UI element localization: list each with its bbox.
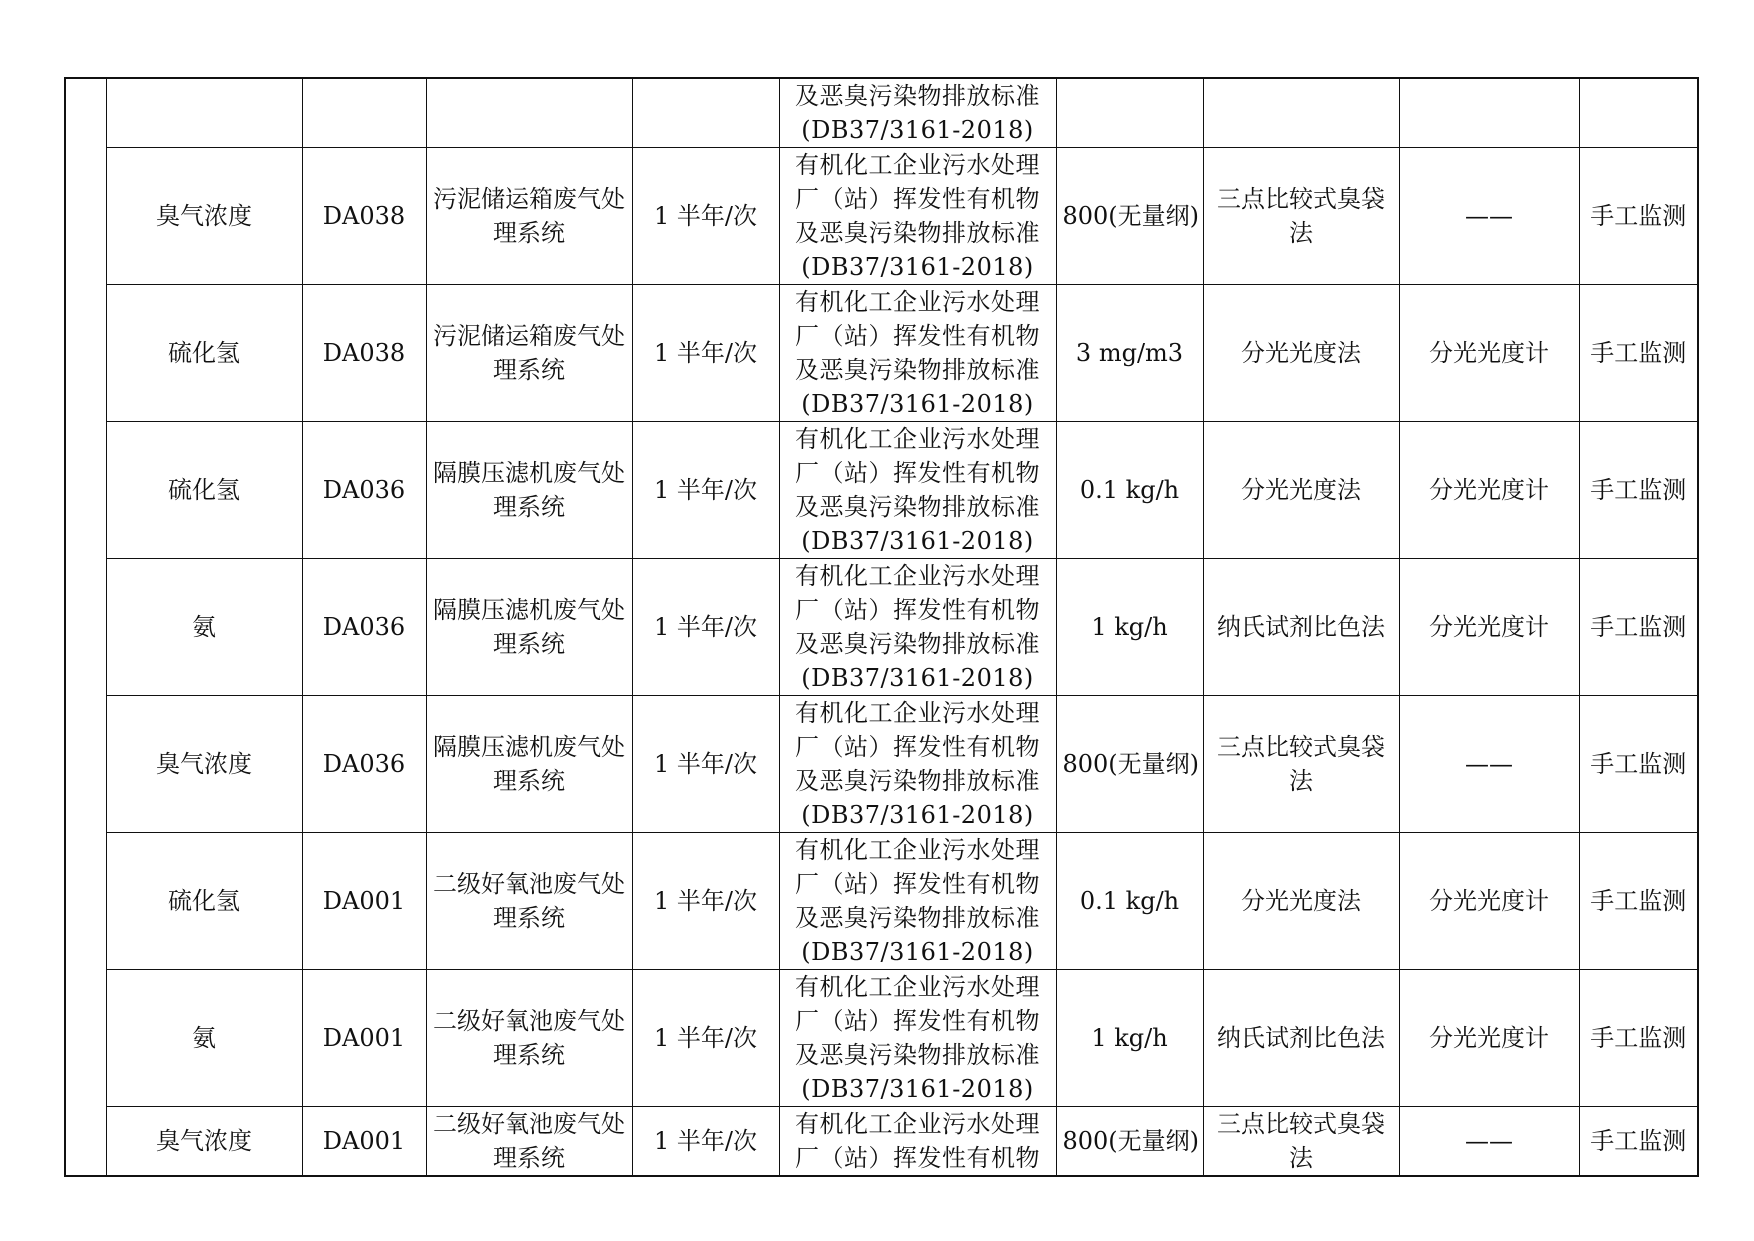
cell-outlet-code: DA038	[302, 285, 426, 422]
standard-line: 有机化工企业污水处理	[795, 425, 1040, 453]
standard-line: 及恶臭污染物排放标准	[795, 356, 1040, 384]
cell-monitoring-frequency: 1 半年/次	[632, 696, 779, 833]
cell-treatment-facility: 隔膜压滤机废气处理系统	[426, 422, 632, 559]
table-row	[65, 970, 1698, 1107]
standard-line: 及恶臭污染物排放标准	[795, 904, 1040, 932]
cell-treatment-facility: 二级好氧池废气处理系统	[426, 833, 632, 970]
cell-monitoring-mode: 手工监测	[1579, 559, 1698, 696]
cell-outlet-code: DA036	[302, 696, 426, 833]
cell-emission-limit: 800(无量纲)	[1056, 696, 1203, 833]
cell-monitoring-frequency: 1 半年/次	[632, 1107, 779, 1177]
table-row	[65, 1107, 1698, 1177]
standard-line: 厂（站）挥发性有机物	[795, 870, 1040, 898]
cell-analysis-method: 三点比较式臭袋法	[1203, 148, 1399, 285]
standard-line: 有机化工企业污水处理	[795, 1110, 1040, 1138]
cell-monitoring-item: 氨	[106, 970, 302, 1107]
standard-line: (DB37/3161-2018)	[801, 253, 1034, 281]
standard-line: (DB37/3161-2018)	[801, 527, 1034, 555]
cell-outlet-code: DA036	[302, 422, 426, 559]
table-row	[65, 422, 1698, 559]
standard-line: 及恶臭污染物排放标准	[795, 1041, 1040, 1069]
cell-analysis-method: 三点比较式臭袋法	[1203, 1107, 1399, 1177]
cell-outlet-code	[302, 78, 426, 148]
cell-treatment-facility: 污泥储运箱废气处理系统	[426, 285, 632, 422]
cell-emission-limit: 1 kg/h	[1056, 970, 1203, 1107]
cell-emission-standard	[779, 559, 1056, 696]
standard-line: 有机化工企业污水处理	[795, 151, 1040, 179]
table-row	[65, 285, 1698, 422]
cell-monitoring-item: 氨	[106, 559, 302, 696]
cell-emission-limit: 800(无量纲)	[1056, 1107, 1203, 1177]
cell-monitoring-mode: 手工监测	[1579, 696, 1698, 833]
standard-line: 及恶臭污染物排放标准	[795, 219, 1040, 247]
cell-monitoring-mode: 手工监测	[1579, 1107, 1698, 1177]
cell-treatment-facility: 隔膜压滤机废气处理系统	[426, 696, 632, 833]
cell-monitoring-item: 硫化氢	[106, 833, 302, 970]
cell-treatment-facility: 隔膜压滤机废气处理系统	[426, 559, 632, 696]
cell-emission-standard	[779, 696, 1056, 833]
standard-line: (DB37/3161-2018)	[801, 938, 1034, 966]
cell-outlet-code: DA001	[302, 833, 426, 970]
standard-line: 及恶臭污染物排放标准	[795, 82, 1040, 110]
cell-emission-standard	[779, 78, 1056, 148]
cell-outlet-code: DA036	[302, 559, 426, 696]
cell-treatment-facility: 污泥储运箱废气处理系统	[426, 148, 632, 285]
cell-analysis-method: 分光光度法	[1203, 833, 1399, 970]
cell-analysis-method: 分光光度法	[1203, 422, 1399, 559]
table-row	[65, 78, 1698, 148]
monitoring-table	[64, 77, 1699, 1177]
cell-monitoring-item	[106, 78, 302, 148]
standard-line: 厂（站）挥发性有机物	[795, 1144, 1040, 1172]
standard-line: 有机化工企业污水处理	[795, 562, 1040, 590]
cell-monitoring-mode: 手工监测	[1579, 422, 1698, 559]
standard-line: 有机化工企业污水处理	[795, 699, 1040, 727]
cell-instrument: ——	[1399, 148, 1579, 285]
cell-monitoring-mode: 手工监测	[1579, 285, 1698, 422]
standard-line: 厂（站）挥发性有机物	[795, 596, 1040, 624]
standard-line: (DB37/3161-2018)	[801, 664, 1034, 692]
standard-line: 厂（站）挥发性有机物	[795, 459, 1040, 487]
standard-line: (DB37/3161-2018)	[801, 801, 1034, 829]
cell-emission-limit: 1 kg/h	[1056, 559, 1203, 696]
standard-line: 有机化工企业污水处理	[795, 973, 1040, 1001]
cell-emission-standard	[779, 285, 1056, 422]
standard-line: 有机化工企业污水处理	[795, 288, 1040, 316]
cell-instrument: 分光光度计	[1399, 422, 1579, 559]
cell-instrument	[1399, 78, 1579, 148]
cell-analysis-method: 纳氏试剂比色法	[1203, 970, 1399, 1107]
table-row	[65, 833, 1698, 970]
standard-line: 厂（站）挥发性有机物	[795, 185, 1040, 213]
cell-emission-limit: 0.1 kg/h	[1056, 833, 1203, 970]
cell-monitoring-frequency: 1 半年/次	[632, 970, 779, 1107]
standard-line: 及恶臭污染物排放标准	[795, 767, 1040, 795]
table-body	[65, 78, 1698, 1176]
table-row	[65, 148, 1698, 285]
cell-monitoring-frequency: 1 半年/次	[632, 285, 779, 422]
cell-emission-limit: 3 mg/m3	[1056, 285, 1203, 422]
cell-monitoring-mode: 手工监测	[1579, 148, 1698, 285]
cell-monitoring-item: 硫化氢	[106, 422, 302, 559]
standard-line: (DB37/3161-2018)	[801, 116, 1034, 144]
cell-monitoring-frequency: 1 半年/次	[632, 148, 779, 285]
cell-instrument: 分光光度计	[1399, 970, 1579, 1107]
cell-emission-standard	[779, 1107, 1056, 1177]
cell-monitoring-frequency	[632, 78, 779, 148]
cell-monitoring-item: 硫化氢	[106, 285, 302, 422]
cell-treatment-facility	[426, 78, 632, 148]
cell-monitoring-item: 臭气浓度	[106, 1107, 302, 1177]
cell-emission-limit: 0.1 kg/h	[1056, 422, 1203, 559]
cell-monitoring-frequency: 1 半年/次	[632, 833, 779, 970]
cell-outlet-code: DA001	[302, 970, 426, 1107]
cell-monitoring-mode: 手工监测	[1579, 833, 1698, 970]
cell-outlet-code: DA001	[302, 1107, 426, 1177]
standard-line: 及恶臭污染物排放标准	[795, 493, 1040, 521]
cell-emission-standard	[779, 148, 1056, 285]
cell-treatment-facility: 二级好氧池废气处理系统	[426, 1107, 632, 1177]
cell-treatment-facility: 二级好氧池废气处理系统	[426, 970, 632, 1107]
cell-emission-standard	[779, 422, 1056, 559]
cell-analysis-method: 三点比较式臭袋法	[1203, 696, 1399, 833]
cell-monitoring-frequency: 1 半年/次	[632, 559, 779, 696]
cell-outlet-code: DA038	[302, 148, 426, 285]
cell-instrument: ——	[1399, 1107, 1579, 1177]
cell-instrument: 分光光度计	[1399, 833, 1579, 970]
cell-monitoring-mode	[1579, 78, 1698, 148]
cell-emission-limit: 800(无量纲)	[1056, 148, 1203, 285]
standard-line: 有机化工企业污水处理	[795, 836, 1040, 864]
cell-instrument: 分光光度计	[1399, 559, 1579, 696]
cell-analysis-method: 分光光度法	[1203, 285, 1399, 422]
cell-emission-standard	[779, 970, 1056, 1107]
table-row	[65, 696, 1698, 833]
table-row	[65, 559, 1698, 696]
cell-monitoring-mode: 手工监测	[1579, 970, 1698, 1107]
cell-monitoring-frequency: 1 半年/次	[632, 422, 779, 559]
cell-monitoring-item: 臭气浓度	[106, 148, 302, 285]
standard-line: 及恶臭污染物排放标准	[795, 630, 1040, 658]
cell-emission-standard	[779, 833, 1056, 970]
cell-analysis-method	[1203, 78, 1399, 148]
cell-merged-index	[65, 78, 106, 1176]
standard-line: 厂（站）挥发性有机物	[795, 322, 1040, 350]
cell-emission-limit	[1056, 78, 1203, 148]
standard-line: (DB37/3161-2018)	[801, 390, 1034, 418]
standard-line: (DB37/3161-2018)	[801, 1075, 1034, 1103]
standard-line: 厂（站）挥发性有机物	[795, 733, 1040, 761]
cell-monitoring-item: 臭气浓度	[106, 696, 302, 833]
cell-analysis-method: 纳氏试剂比色法	[1203, 559, 1399, 696]
cell-instrument: ——	[1399, 696, 1579, 833]
standard-line: 厂（站）挥发性有机物	[795, 1007, 1040, 1035]
cell-instrument: 分光光度计	[1399, 285, 1579, 422]
